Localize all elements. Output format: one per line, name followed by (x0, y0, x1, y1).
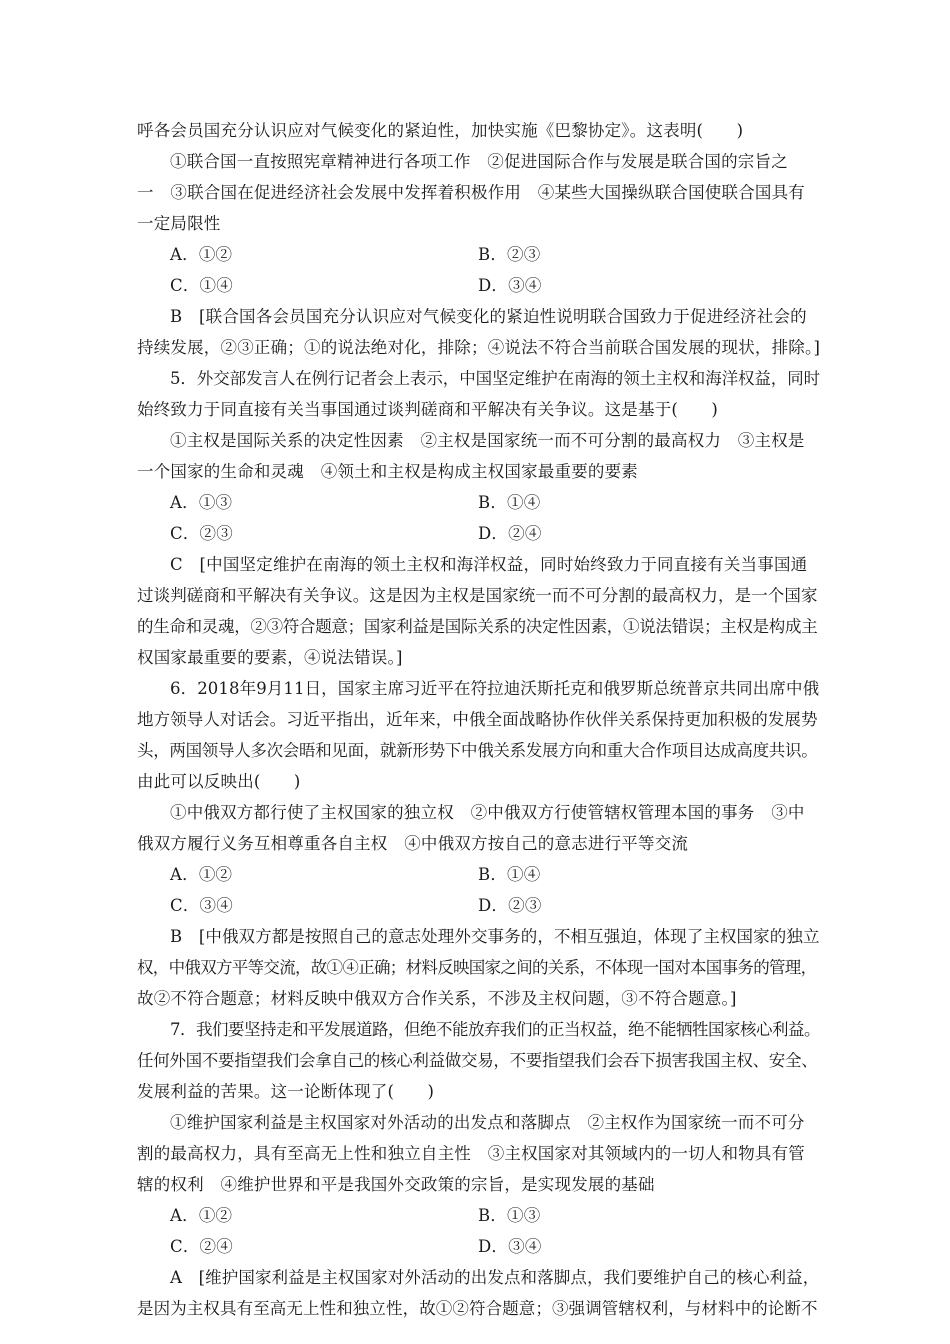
question-5-statements-line: 一个国家的生命和灵魂 ④领土和主权是构成主权国家最重要的要素 (137, 462, 638, 481)
question-6-statements-line: 俄双方履行义务互相尊重各自主权 ④中俄双方按自己的意志进行平等交流 (137, 834, 689, 853)
question-6-answer-line: B [中俄双方都是按照自己的意志处理外交事务的，不相互强迫，体现了主权国家的独立 (170, 927, 820, 946)
question-7-statements-line: ①维护国家利益是主权国家对外活动的出发点和落脚点 ②主权作为国家统一而不可分 (170, 1113, 805, 1132)
question-4-option-d: D．③④ (478, 276, 542, 295)
question-5-option-a: A．①③ (170, 493, 233, 512)
question-4-statements-line: 一定局限性 (137, 214, 221, 233)
question-4-statements-line: ①联合国一直按照宪章精神进行各项工作 ②促进国际合作与发展是联合国的宗旨之 (170, 152, 788, 171)
question-5-answer-line: 权国家最重要的要素，④说法错误。] (137, 648, 403, 667)
question-6-stem-line: 地方领导人对话会。习近平指出，近年来，中俄全面战略协作伙伴关系保持更加积极的发展势 (137, 710, 818, 729)
question-4-option-a: A．①② (170, 245, 233, 264)
question-7-stem-line: 任何外国不要指望我们会拿自己的核心利益做交易，不要指望我们会吞下损害我国主权、安全、 (137, 1051, 818, 1070)
question-6-stem-line: 由此可以反映出( ) (137, 772, 301, 791)
question-7-option-a: A．①② (170, 1206, 233, 1225)
question-7-answer-line: 是因为主权具有至高无上性和独立性，故①②符合题意；③强调管辖权利，与材料中的论断不 (137, 1299, 818, 1318)
question-5-option-b: B．①④ (478, 493, 541, 512)
question-6-answer-line: 故②不符合题意；材料反映中俄双方合作关系，不涉及主权问题，③不符合题意。] (137, 989, 737, 1008)
question-6-option-c: C．③④ (170, 896, 233, 915)
question-5-option-c: C．②③ (170, 524, 233, 543)
question-4-answer-line: B [联合国各会员国充分认识应对气候变化的紧迫性说明联合国致力于促进经济社会的 (170, 307, 807, 326)
question-4-answer-line: 持续发展，②③正确；①的说法绝对化，排除；④说法不符合当前联合国发展的现状，排除。] (137, 338, 821, 357)
question-7-option-d: D．③④ (478, 1237, 542, 1256)
question-6-option-b: B．①④ (478, 865, 541, 884)
question-6-statements-line: ①中俄双方都行使了主权国家的独立权 ②中俄双方行使管辖权管理本国的事务 ③中 (170, 803, 805, 822)
question-5-answer-line: 过谈判磋商和平解决有关争议。这是因为主权是国家统一而不可分割的最高权力，是一个国家 (137, 586, 818, 605)
question-5-option-d: D．②④ (478, 524, 542, 543)
question-5-answer-line: C [中国坚定维护在南海的领土主权和海洋权益，同时始终致力于同直接有关当事国通 (170, 555, 808, 574)
question-7-option-b: B．①③ (478, 1206, 541, 1225)
question-7-stem-line: 发展利益的苦果。这一论断体现了( ) (137, 1082, 435, 1101)
question-6-answer-line: 权，中俄双方平等交流，故①④正确；材料反映国家之间的关系，不体现一国对本国事务的管理， (137, 958, 817, 977)
question-4-option-b: B．②③ (478, 245, 541, 264)
question-6-option-a: A．①② (170, 865, 233, 884)
question-4-statements-line: 一 ③联合国在促进经济社会发展中发挥着积极作用 ④某些大国操纵联合国使联合国具有 (137, 183, 805, 202)
question-5-statements-line: ①主权是国际关系的决定性因素 ②主权是国家统一而不可分割的最高权力 ③主权是 (170, 431, 805, 450)
question-7-option-c: C．②④ (170, 1237, 233, 1256)
question-7-statements-line: 割的最高权力，具有至高无上性和独立自主性 ③主权国家对其领域内的一切人和物具有管 (137, 1144, 805, 1163)
question-7-answer-line: A [维护国家利益是主权国家对外活动的出发点和落脚点，我们要维护自己的核心利益， (170, 1268, 820, 1287)
question-4-stem-line: 呼各会员国充分认识应对气候变化的紧迫性，加快实施《巴黎协定》。这表明( ) (137, 121, 744, 140)
question-5-stem-line: 始终致力于同直接有关当事国通过谈判磋商和平解决有关争议。这是基于( ) (137, 400, 719, 419)
question-6-stem-line: 6．2018年9月11日，国家主席习近平在符拉迪沃斯托克和俄罗斯总统普京共同出席中俄 (170, 679, 820, 698)
question-4-option-c: C．①④ (170, 276, 233, 295)
question-7-statements-line: 辖的权利 ④维护世界和平是我国外交政策的宗旨，是实现发展的基础 (137, 1175, 655, 1194)
question-5-stem-line: 5．外交部发言人在例行记者会上表示，中国坚定维护在南海的领土主权和海洋权益，同时 (170, 369, 820, 388)
question-5-answer-line: 的生命和灵魂，②③符合题意；国家利益是国际关系的决定性因素，①说法错误；主权是构成主 (137, 617, 818, 636)
question-7-stem-line: 7．我们要坚持走和平发展道路，但绝不能放弃我们的正当权益，绝不能牺牲国家核心利益。 (170, 1020, 820, 1039)
question-6-option-d: D．②③ (478, 896, 542, 915)
question-6-stem-line: 头，两国领导人多次会晤和见面，就新形势下中俄关系发展方向和重大合作项目达成高度共识。 (137, 741, 818, 760)
